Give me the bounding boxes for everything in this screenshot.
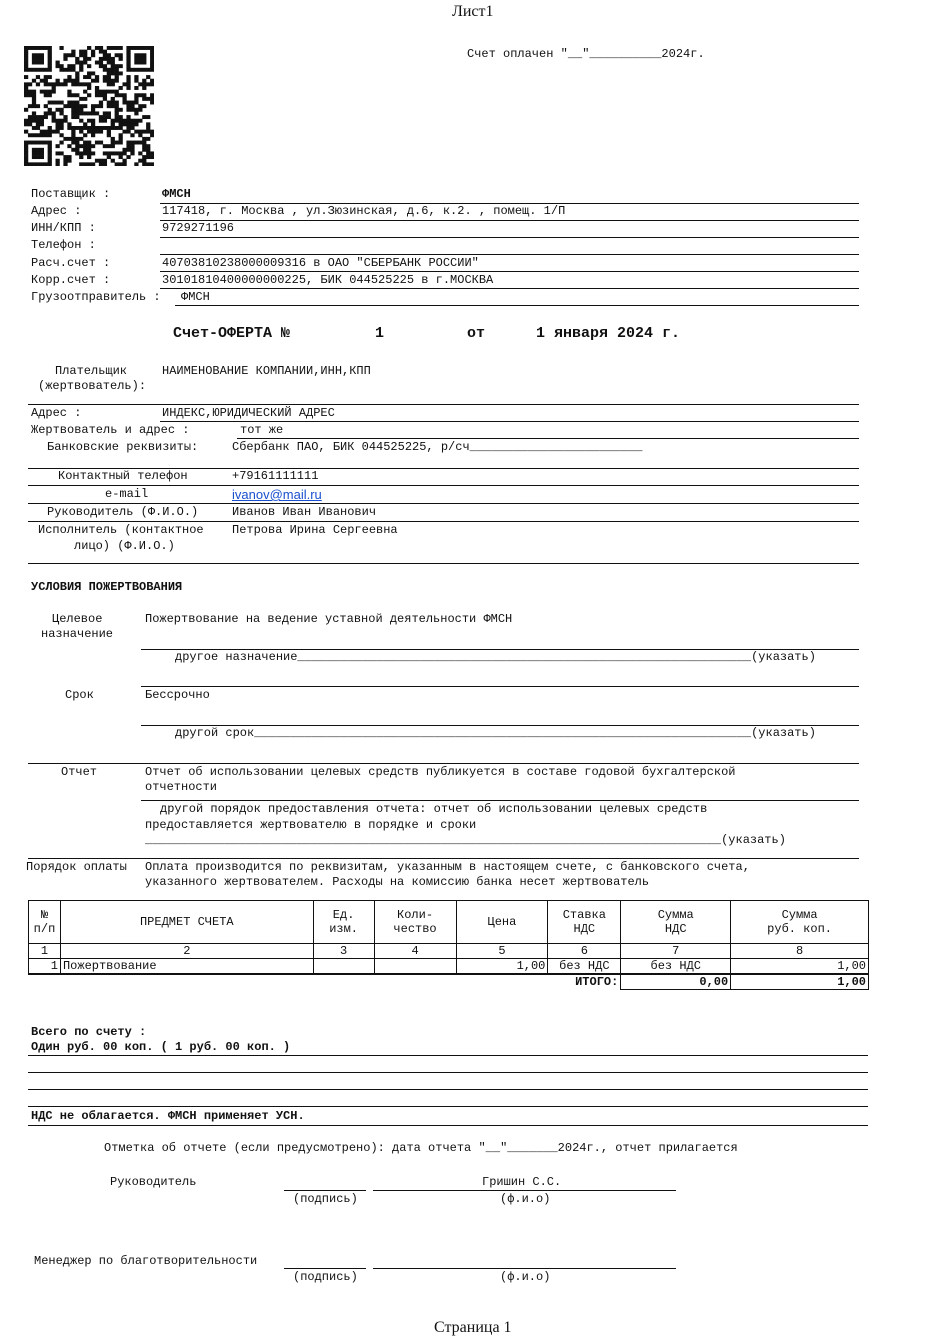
supplier-inn-label: ИНН/КПП : [31,221,96,235]
supplier-account-value: 40703810238000009316 в ОАО "СБЕРБАНК РОССИИ" [162,256,479,270]
total-vat: 0,00 [621,974,731,990]
column-number: 6 [548,944,621,959]
email-link[interactable]: ivanov@mail.ru [232,487,322,502]
supplier-address-value: 117418, г. Москва , ул.Зюзинская, д.6, к.2. , помещ. 1/П [162,204,566,218]
payment-text-2: указанного жертвователем. Расходы на комиссию банка несет жертвователь [145,875,650,889]
report-other-2: предоставляется жертвователю в порядке и сроки [145,818,477,832]
items-table [28,900,869,990]
table-header-cell: ПРЕДМЕТ СЧЕТА [60,901,313,944]
supplier-corr-label: Корр.счет : [31,273,111,287]
purpose-label: Целевое [52,612,103,626]
sign-head-label: Руководитель [110,1175,197,1189]
table-row [29,959,869,975]
phone-label: Контактный телефон [58,469,188,483]
supplier-inn-value: 9729271196 [162,221,235,235]
table-header-cell: Сумма НДС [621,901,731,944]
total-label: ИТОГО: [29,974,621,990]
bank-label: Банковские реквизиты: [47,440,199,454]
column-number: 4 [374,944,456,959]
sheet-title: Лист1 [452,3,494,20]
paid-note: Счет оплачен "__"__________2024г. [467,47,705,61]
supplier-value: ФМСН [162,187,191,201]
page-footer: Страница 1 [434,1319,512,1336]
row-sum: 1,00 [731,959,869,975]
supplier-address-label: Адрес : [31,204,82,218]
row-subject: Пожертвование [60,959,313,975]
table-column-numbers [29,944,869,959]
table-header-cell: Ставка НДС [548,901,621,944]
fio-caption: (ф.и.о) [500,1192,551,1206]
invoice-date: 1 января 2024 г. [536,325,681,342]
qr-code-icon [24,46,154,166]
table-header-row [29,901,869,944]
sign-caption-2: (подпись) [293,1270,358,1284]
table-header-cell: Цена [456,901,548,944]
bank-value: Сбербанк ПАО, БИК 044525225, р/сч________________________ [232,440,643,454]
table-total-row [29,974,869,990]
payer-value: НАИМЕНОВАНИЕ КОМПАНИИ,ИНН,КПП [162,364,371,378]
column-number: 8 [731,944,869,959]
purpose-value: Пожертвование на ведение уставной деятельности ФМСН [145,612,513,626]
total-words-label: Всего по счету : [31,1025,147,1039]
invoice-from: от [467,325,486,342]
executor-label: Исполнитель (контактное [38,523,204,537]
payer-label-2: (жертвователь): [38,379,147,393]
column-number: 1 [29,944,61,959]
term-other: другой срок_____________________________________________________________________(указать) [175,726,816,740]
payer-address-value: ИНДЕКС,ЮРИДИЧЕСКИЙ АДРЕС [162,406,335,420]
purpose-label-2: назначение [41,627,114,641]
invoice-number: 1 [375,325,385,342]
sign-caption: (подпись) [293,1192,358,1206]
sign-head-name: Гришин С.С. [482,1175,562,1189]
donor-label: Жертвователь и адрес : [31,423,190,437]
row-unit [313,959,374,975]
report-other-3: ________________________________________________________________________________(указать) [145,833,786,847]
head-label: Руководитель (Ф.И.О.) [47,505,199,519]
row-quantity [374,959,456,975]
row-number: 1 [29,959,61,975]
column-number: 2 [60,944,313,959]
total-words: Один руб. 00 коп. ( 1 руб. 00 коп. ) [31,1040,291,1054]
invoice-title: Счет-ОФЕРТА № [173,325,291,342]
table-header-cell: Ед. изм. [313,901,374,944]
head-value: Иванов Иван Иванович [232,505,377,519]
column-number: 5 [456,944,548,959]
row-price: 1,00 [456,959,548,975]
table-header-cell: № п/п [29,901,61,944]
payer-label: Плательщик [55,364,128,378]
supplier-account-label: Расч.счет : [31,256,111,270]
report-value: Отчет об использовании целевых средств публикуется в составе годовой бухгалтерской [145,765,736,779]
payer-address-label: Адрес : [31,406,82,420]
term-label: Срок [65,688,94,702]
supplier-corr-value: 30101810400000000225, БИК 044525225 в г.МОСКВА [162,273,494,287]
report-other: другой порядок предоставления отчета: отчет об использовании целевых средств [160,802,708,816]
conditions-heading: УСЛОВИЯ ПОЖЕРТВОВАНИЯ [31,580,183,594]
sign-manager-label: Менеджер по благотворительности [34,1254,258,1268]
supplier-phone-label: Телефон : [31,238,96,252]
total-sum: 1,00 [731,974,869,990]
report-mark: Отметка об отчете (если предусмотрено): дата отчета "__"_______2024г., отчет прилагается [104,1141,738,1155]
term-value: Бессрочно [145,688,210,702]
payment-text: Оплата производится по реквизитам, указанным в настоящем счете, с банковского счета, [145,860,750,874]
row-vat-sum: без НДС [621,959,731,975]
supplier-label: Поставщик : [31,187,111,201]
shipper-label: Грузоотправитель : [31,290,161,304]
vat-note: НДС не облагается. ФМСН применяет УСН. [31,1109,305,1123]
column-number: 3 [313,944,374,959]
donor-value: тот же [240,423,284,437]
email-label: e-mail [105,487,149,501]
purpose-other: другое назначение_______________________________________________________________(указать) [175,650,816,664]
phone-value: +79161111111 [232,469,319,483]
payment-label: Порядок оплаты [26,860,127,874]
row-vat-rate: без НДС [548,959,621,975]
executor-label-2: лицо) (Ф.И.О.) [74,539,175,553]
shipper-value: ФМСН [181,290,210,304]
report-label: Отчет [61,765,98,779]
table-header-cell: Сумма руб. коп. [731,901,869,944]
table-header-cell: Коли- чество [374,901,456,944]
fio-caption-2: (ф.и.о) [500,1270,551,1284]
executor-value: Петрова Ирина Сергеевна [232,523,398,537]
column-number: 7 [621,944,731,959]
report-value-2: отчетности [145,780,218,794]
